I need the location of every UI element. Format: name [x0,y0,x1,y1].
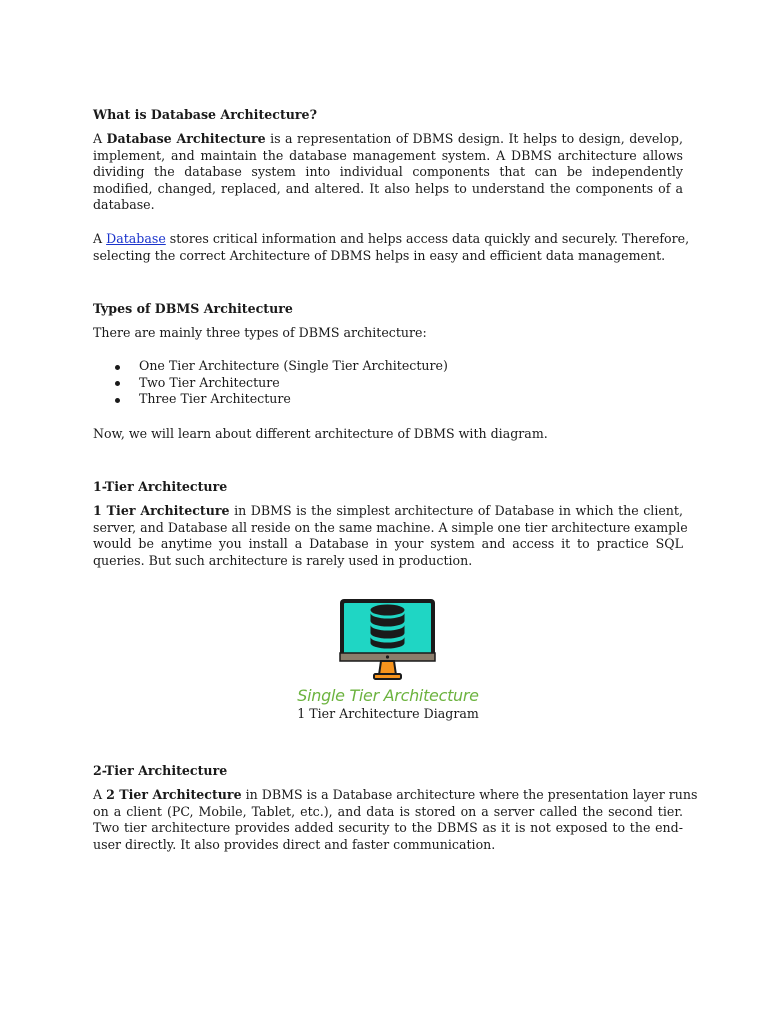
text-line: server, and Database all reside on the same machine. A simple one tier architecture example [93,519,688,535]
bold-term: Database Architecture [106,131,266,146]
text-line: Two tier architecture provides added security to the DBMS as it is not exposed to the end- [93,820,683,836]
bold-term: 2 Tier Architecture [106,787,242,802]
heading-what-is-db-architecture: What is Database Architecture? [93,107,317,122]
text-line: dividing the database system into individual components that can be independently [93,164,683,180]
figure-caption: 1 Tier Architecture Diagram [297,706,479,721]
paragraph-types-intro: There are mainly three types of DBMS architecture: [93,325,427,340]
bullet-icon [115,381,120,386]
text-line: queries. But such architecture is rarely used in production. [93,552,473,568]
text-line: selecting the correct Architecture of DBMS helps in easy and efficient data management. [93,247,666,263]
text-line: on a client (PC, Mobile, Tablet, etc.), and data is stored on a server called the second tier. [93,803,683,819]
single-tier-figure [93,596,683,723]
paragraph-db-architecture-definition [93,131,683,214]
text-line: 1 Tier Architecture in DBMS is the simplest architecture of Database in which the client, [93,503,683,518]
paragraph-types-outro: Now, we will learn about different architecture of DBMS with diagram. [93,426,548,441]
paragraph-database-link [93,231,690,264]
text-line: A Database Architecture is a representation of DBMS design. It helps to design, develop, [93,131,683,146]
bullet-icon [115,398,120,403]
paragraph-2-tier-description [93,787,698,853]
bullet-icon [115,365,120,370]
figure-title: Single Tier Architecture [297,686,479,705]
bold-term: 1 Tier Architecture [93,503,230,518]
text-line: database. [93,197,155,213]
monitor-database-icon [336,596,440,682]
list-item: Two Tier Architecture [93,375,448,392]
text-line: would be anytime you install a Database in your system and access it to practice SQL [93,536,683,552]
text-line: modified, changed, replaced, and altered. It also helps to understand the components of a [93,180,683,196]
heading-1-tier-architecture: 1-Tier Architecture [93,479,228,494]
paragraph-1-tier-description [93,503,688,569]
text-line: A Database stores critical information and helps access data quickly and securely. Therefore, [93,231,690,246]
text-line: A 2 Tier Architecture in DBMS is a Database architecture where the presentation layer runs [93,787,698,802]
list-item: One Tier Architecture (Single Tier Architecture) [93,358,448,375]
list-item: Three Tier Architecture [93,391,448,408]
architecture-types-list [93,358,448,408]
text-line: user directly. It also provides direct and faster communication. [93,836,496,852]
text-line: implement, and maintain the database management system. A DBMS architecture allows [93,147,683,163]
heading-types-of-dbms-architecture: Types of DBMS Architecture [93,301,293,316]
database-link[interactable]: Database [106,231,166,246]
heading-2-tier-architecture: 2-Tier Architecture [93,763,228,778]
